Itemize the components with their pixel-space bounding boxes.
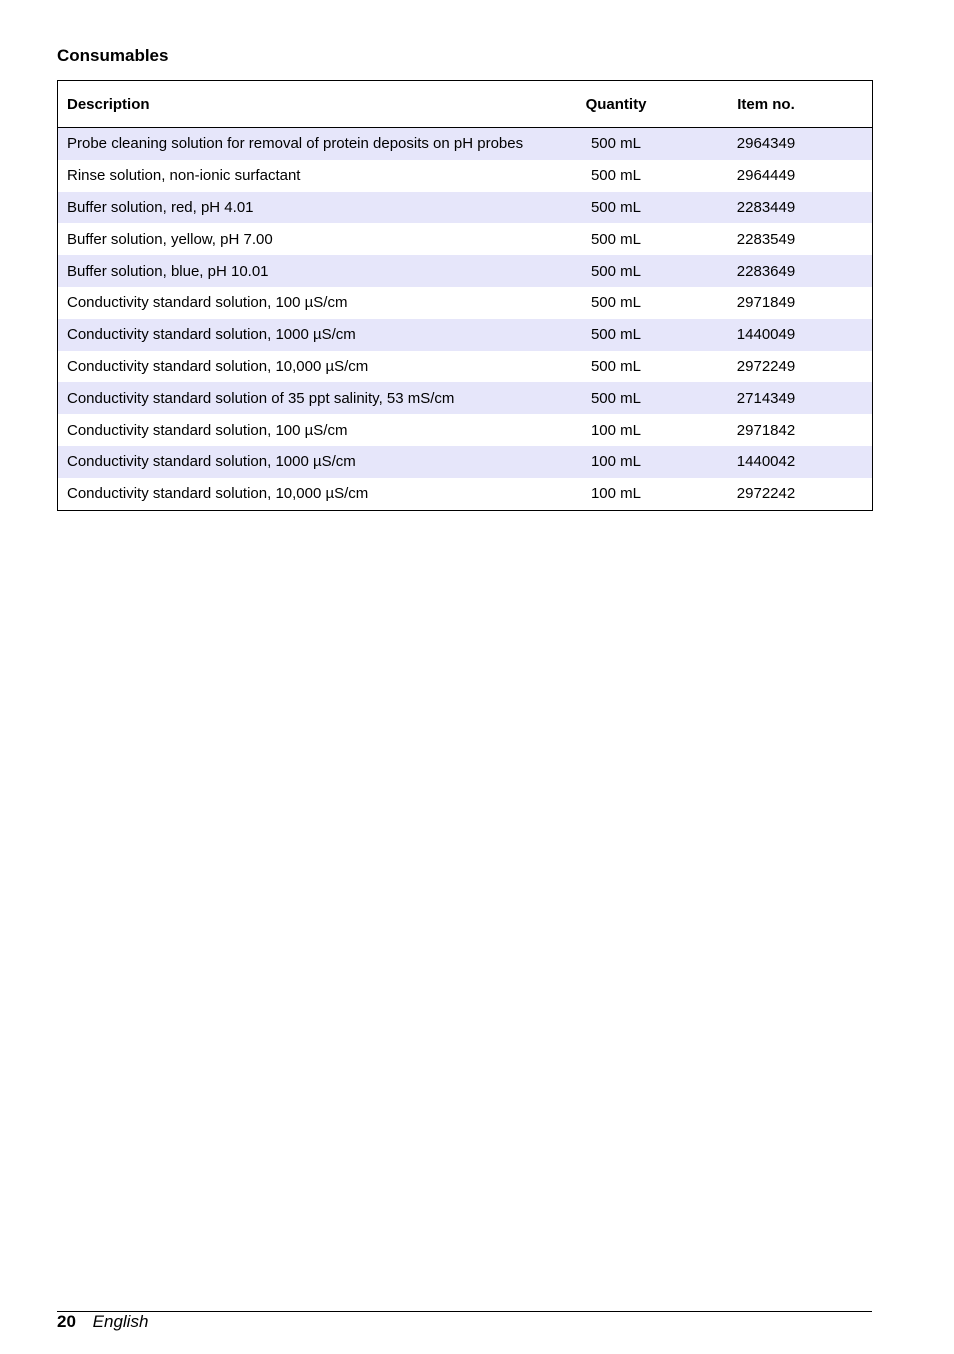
cell-quantity: 500 mL	[590, 294, 642, 312]
cell-description: Conductivity standard solution, 100 µS/cm	[67, 421, 348, 439]
cell-description: Conductivity standard solution, 1000 µS/cm	[67, 326, 356, 344]
table-row	[58, 255, 872, 287]
table-row	[58, 351, 872, 383]
cell-description: Conductivity standard solution, 10,000 µS/cm	[67, 485, 369, 503]
cell-description: Conductivity standard solution, 10,000 µS/cm	[67, 357, 369, 375]
table-row	[58, 128, 872, 160]
cell-quantity: 500 mL	[590, 326, 642, 344]
cell-item-no: 2972242	[736, 485, 796, 503]
cell-quantity: 500 mL	[590, 262, 642, 280]
cell-description: Conductivity standard solution, 100 µS/cm	[67, 294, 348, 312]
header-item-no: Item no.	[666, 81, 872, 128]
cell-item-no: 1440042	[736, 453, 796, 471]
table-header-row	[58, 81, 872, 128]
cell-item-no: 2283649	[736, 262, 796, 280]
section-title: Consumables	[57, 46, 169, 65]
page-number: 20	[57, 1312, 76, 1331]
cell-quantity: 500 mL	[590, 167, 642, 185]
cell-item-no: 2971842	[736, 421, 796, 439]
cell-item-no: 2972249	[736, 357, 796, 375]
page-language: English	[92, 1312, 149, 1331]
cell-quantity: 500 mL	[590, 230, 642, 248]
cell-quantity: 100 mL	[590, 421, 642, 439]
cell-item-no: 2964349	[736, 135, 796, 153]
cell-description: Conductivity standard solution, 1000 µS/cm	[67, 453, 356, 471]
cell-item-no: 2283449	[736, 198, 796, 216]
cell-quantity: 500 mL	[590, 198, 642, 216]
cell-description: Buffer solution, yellow, pH 7.00	[67, 230, 273, 248]
table-row	[58, 319, 872, 351]
cell-quantity: 100 mL	[590, 453, 642, 471]
cell-quantity: 100 mL	[590, 485, 642, 503]
cell-item-no: 2714349	[736, 389, 796, 407]
cell-item-no: 2971849	[736, 294, 796, 312]
table-row	[58, 223, 872, 255]
cell-description: Buffer solution, red, pH 4.01	[67, 198, 254, 216]
cell-description: Conductivity standard solution of 35 ppt salinity, 53 mS/cm	[67, 389, 455, 407]
cell-item-no: 1440049	[736, 326, 796, 344]
table-row	[58, 160, 872, 192]
cell-quantity: 500 mL	[590, 357, 642, 375]
cell-description: Probe cleaning solution for removal of protein deposits on pH probes	[67, 135, 524, 153]
cell-item-no: 2283549	[736, 230, 796, 248]
table-row	[58, 192, 872, 224]
cell-quantity: 500 mL	[590, 389, 642, 407]
footer-divider	[57, 1311, 872, 1312]
consumables-table	[57, 80, 873, 511]
cell-description: Rinse solution, non-ionic surfactant	[67, 167, 301, 185]
table-row	[58, 414, 872, 446]
page-footer	[57, 1312, 148, 1332]
table-row	[58, 382, 872, 414]
table-row	[58, 446, 872, 478]
cell-item-no: 2964449	[736, 167, 796, 185]
consumables-table-grid	[58, 81, 872, 510]
table-body	[58, 128, 872, 510]
table-row	[58, 478, 872, 510]
table-row	[58, 287, 872, 319]
table-header	[58, 81, 872, 128]
cell-description: Buffer solution, blue, pH 10.01	[67, 262, 269, 280]
header-quantity: Quantity	[566, 81, 666, 128]
cell-quantity: 500 mL	[590, 135, 642, 153]
header-description: Description	[58, 81, 566, 128]
